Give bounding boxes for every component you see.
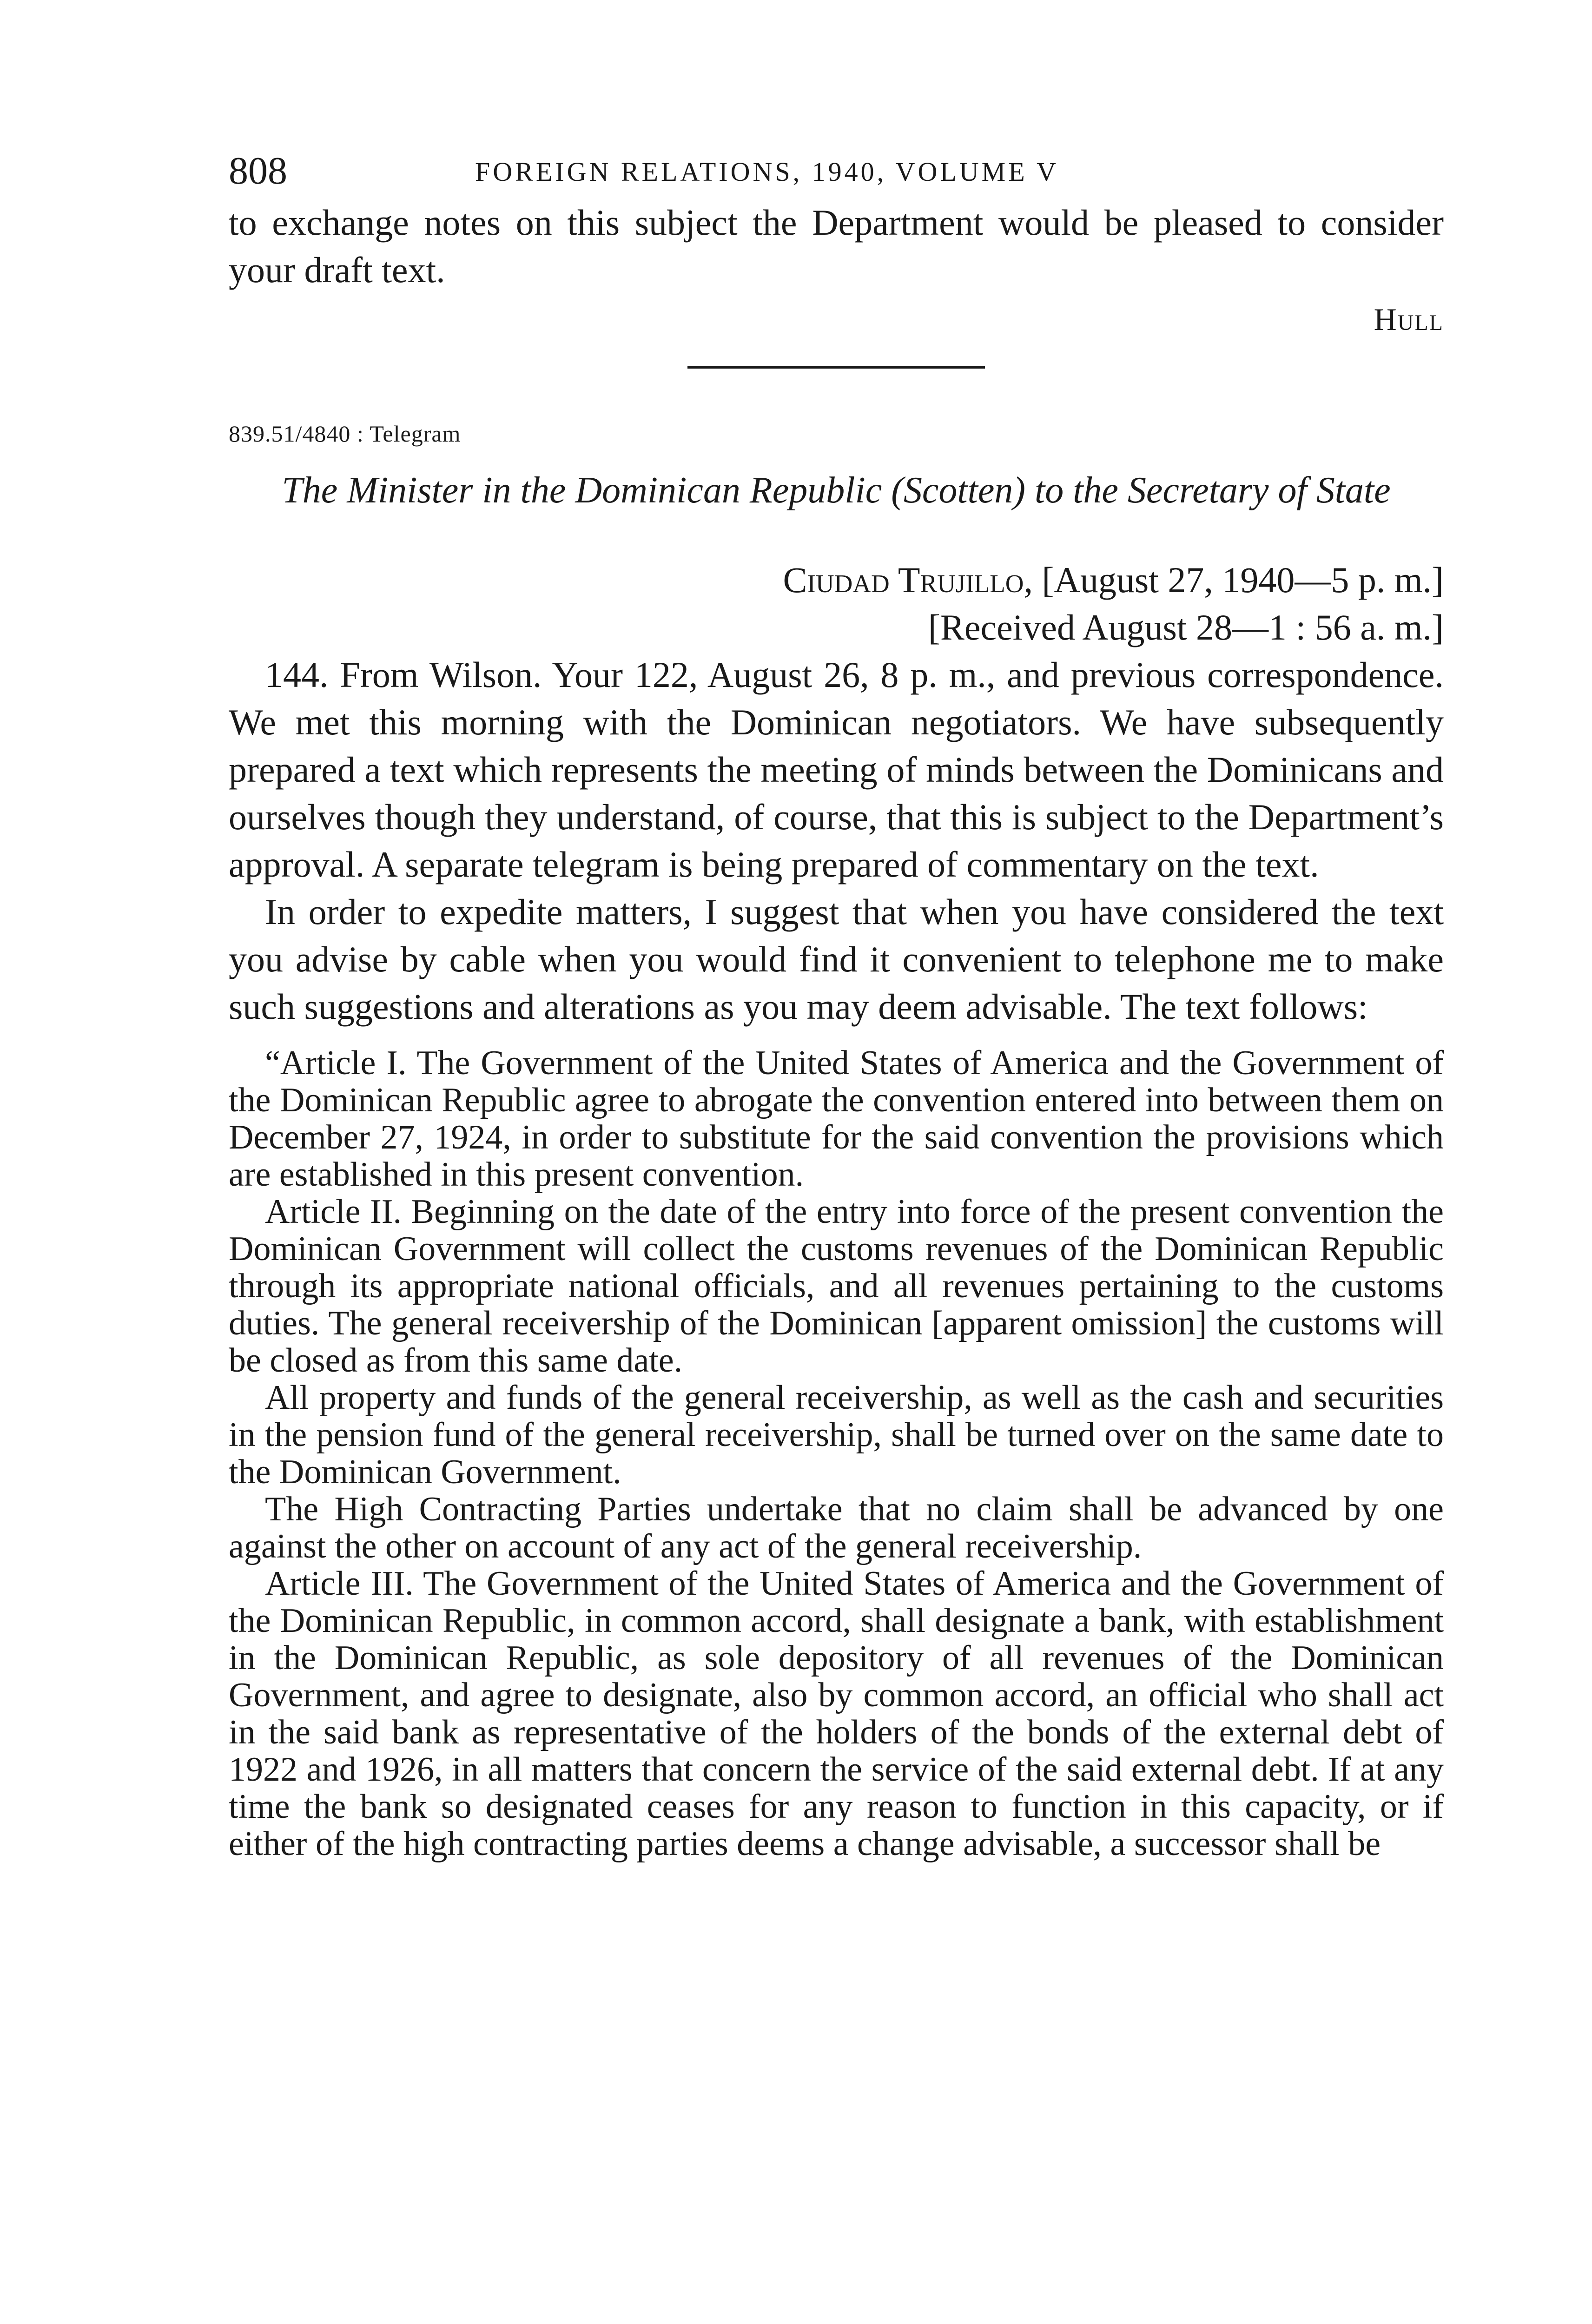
body-paragraph: 144. From Wilson. Your 122, August 26, 8 p. m., and previous correspondence. We met this morning with the Dominican negotiators. We have subsequently prepared a text which represents the meeting of minds between the Dominicans and ourselves though they understand, of course, that this is subject to the Department’s approval. A separate telegram is being prepared of commentary on the text. (229, 654, 1444, 885)
quoted-article-1: “Article I. The Government of the United States of America and the Government of the Dominican Republic agree to abrogate the convention entered into between them on December 27, 1924, in order to substitute for the said convention the provisions which are established in this present convention. (229, 1044, 1444, 1194)
quoted-article-2-claims: The High Contracting Parties undertake that no claim shall be advanced by one against the other on account of any act of the general receivership. (229, 1490, 1444, 1565)
dateline-received: [Received August 28—1 : 56 a. m.] (928, 607, 1444, 647)
signature: Hull (1374, 302, 1444, 337)
previous-document-closing-text: to exchange notes on this subject the Department would be pleased to consider your draft text. (229, 202, 1444, 290)
page-number: 808 (229, 149, 287, 192)
dateline-place: Ciudad Trujillo, (783, 560, 1033, 600)
running-title: FOREIGN RELATIONS, 1940, VOLUME V (475, 157, 1059, 187)
dateline-sent: [August 27, 1940—5 p. m.] (1042, 560, 1444, 600)
dateline (229, 556, 1444, 604)
running-head (229, 148, 1444, 199)
quoted-article-2-property: All property and funds of the general receivership, as well as the cash and securities in the pension fund of the general receivership, shall be turned over on the same date to the Dominican Government. (229, 1379, 1444, 1491)
body-paragraph: In order to expedite matters, I suggest that when you have considered the text you advise by cable when you would find it convenient to telephone me to make such suggestions and alterations as you may deem advisable. The text follows: (229, 891, 1444, 1027)
quoted-article-2: Article II. Beginning on the date of the entry into force of the present convention the Dominican Government will collect the customs revenues of the Dominican Republic through its appropriate national officials, and all revenues pertaining to the customs duties. The general receivership of the Dominican [apparent omission] the customs will be closed as from this same date. (229, 1193, 1444, 1380)
section-separator (687, 366, 985, 369)
quoted-article-3: Article III. The Government of the United States of America and the Government of the Dominican Republic, in common accord, shall designate a bank, with establishment in the Dominican Republic, as sole depository of all revenues of the Dominican Government, and agree to designate, also by common accord, an official who shall act in the said bank as representative of the holders of the bonds of the external debt of 1922 and 1926, in all matters that concern the service of the said external debt. If at any time the bank so designated ceases for any reason to function in this capacity, or if either of the high contracting parties deems a change advisable, a successor shall be (229, 1565, 1444, 1863)
document-page (229, 148, 1444, 1862)
document-heading: The Minister in the Dominican Republic (Scotten) to the Secretary of State (282, 470, 1391, 511)
file-reference: 839.51/4840 : Telegram (229, 421, 461, 447)
